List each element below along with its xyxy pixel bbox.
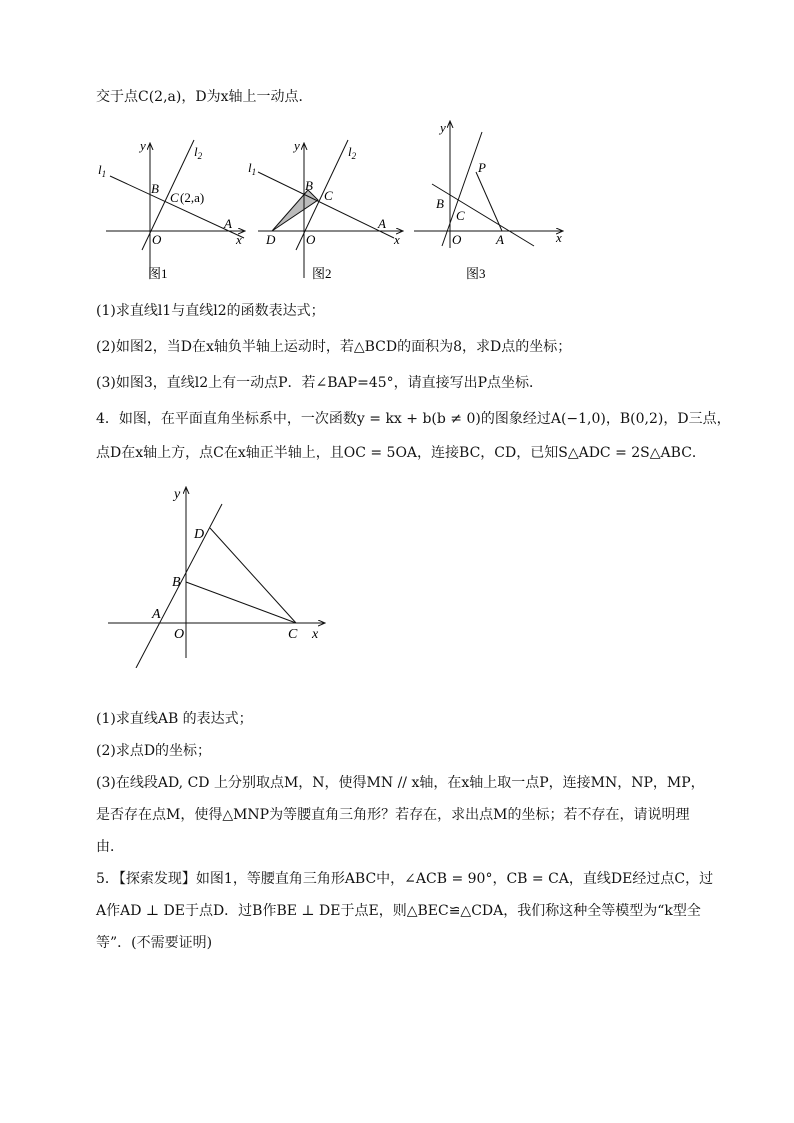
label-x: x [556,230,562,245]
figure-3 [410,118,570,288]
q3-sub2: (2)如图2，当D在x轴负半轴上运动时，若△BCD的面积为8，求D点的坐标； [96,339,572,355]
q4-sub2: (2)求点D的坐标； [96,743,212,759]
label-y: y [174,487,181,502]
q5-line2: A作AD ⊥ DE于点D．过B作BE ⊥ DE于点E，则△BEC≌△CDA，我们称这种全等模型为“k型全 [96,903,701,919]
label-C: C [288,627,298,642]
label-O: O [452,232,462,247]
triangle-BCD [272,190,318,231]
label-B: B [436,196,444,211]
label-C-coord: (2,a) [180,190,205,205]
q3-sub3: (3)如图3，直线l2上有一动点P．若∠BAP=45°，请直接写出P点坐标． [96,375,544,391]
label-O: O [174,627,185,642]
intro-line: 交于点C(2,a)，D为x轴上一动点． [96,89,313,105]
label-y: y [294,138,300,153]
label-A: A [152,607,161,622]
label-B: B [305,178,313,193]
label-C: C [324,188,333,203]
caption-fig3: 图3 [466,266,486,281]
q4-sub3-line2: 是否存在点M，使得△MNP为等腰直角三角形？若存在，求出点M的坐标；若不存在，请说明理 [96,807,690,823]
label-l2: $l_2$ [348,144,357,161]
q4-line1: 4．如图，在平面直角坐标系中，一次函数y = kx + b(b ≠ 0)的图象经过A(−1,0)，B(0,2)，D三点， [96,411,731,427]
q5-line3: 等”．(不需要证明) [96,935,213,951]
label-C: C [456,208,465,223]
caption-fig1: 图1 [148,266,168,281]
label-D: D [266,232,276,247]
line-l2 [442,132,482,246]
label-y: y [140,138,146,153]
figure-1 [96,138,256,288]
caption-fig2: 图2 [312,266,332,281]
label-l2: $l_2$ [194,144,203,161]
figure-2 [244,138,410,288]
q4-sub3-line1: (3)在线段AD, CD 上分别取点M，N，使得MN // x轴，在x轴上取一点P，连接MN，NP，MP， [96,775,705,791]
line-l1 [258,172,394,238]
label-y: y [440,120,446,135]
line-l1 [432,184,534,246]
q4-line2: 点D在x轴上方，点C在x轴正半轴上，且OC = 5OA，连接BC，CD，已知S△ADC = 2S△ABC． [96,445,706,461]
label-A: A [496,232,504,247]
label-A: A [224,216,232,231]
label-C: C [170,190,179,205]
label-O: O [306,232,316,247]
label-P: P [478,160,486,175]
label-x: x [312,627,319,642]
q4-sub1: (1)求直线AB 的表达式； [96,711,253,727]
segment-AP [476,172,502,231]
figure-q4 [104,482,334,668]
label-D: D [194,527,205,542]
label-x: x [394,232,400,247]
label-x: x [236,232,242,247]
segment-BC [186,582,296,623]
label-O: O [152,232,162,247]
q4-sub3-line3: 由． [96,839,124,855]
segment-DC [210,528,296,623]
label-l1: $l_1$ [248,160,257,177]
q3-sub1: (1)求直线l1与直线l2的函数表达式； [96,303,325,319]
label-B: B [172,575,181,590]
label-A: A [378,216,386,231]
label-l1: $l_1$ [98,162,107,179]
q5-line1: 5．【探索发现】如图1，等腰直角三角形ABC中，∠ACB = 90°，CB = CA，直线DE经过点C，过 [96,871,714,887]
label-B: B [151,181,159,196]
